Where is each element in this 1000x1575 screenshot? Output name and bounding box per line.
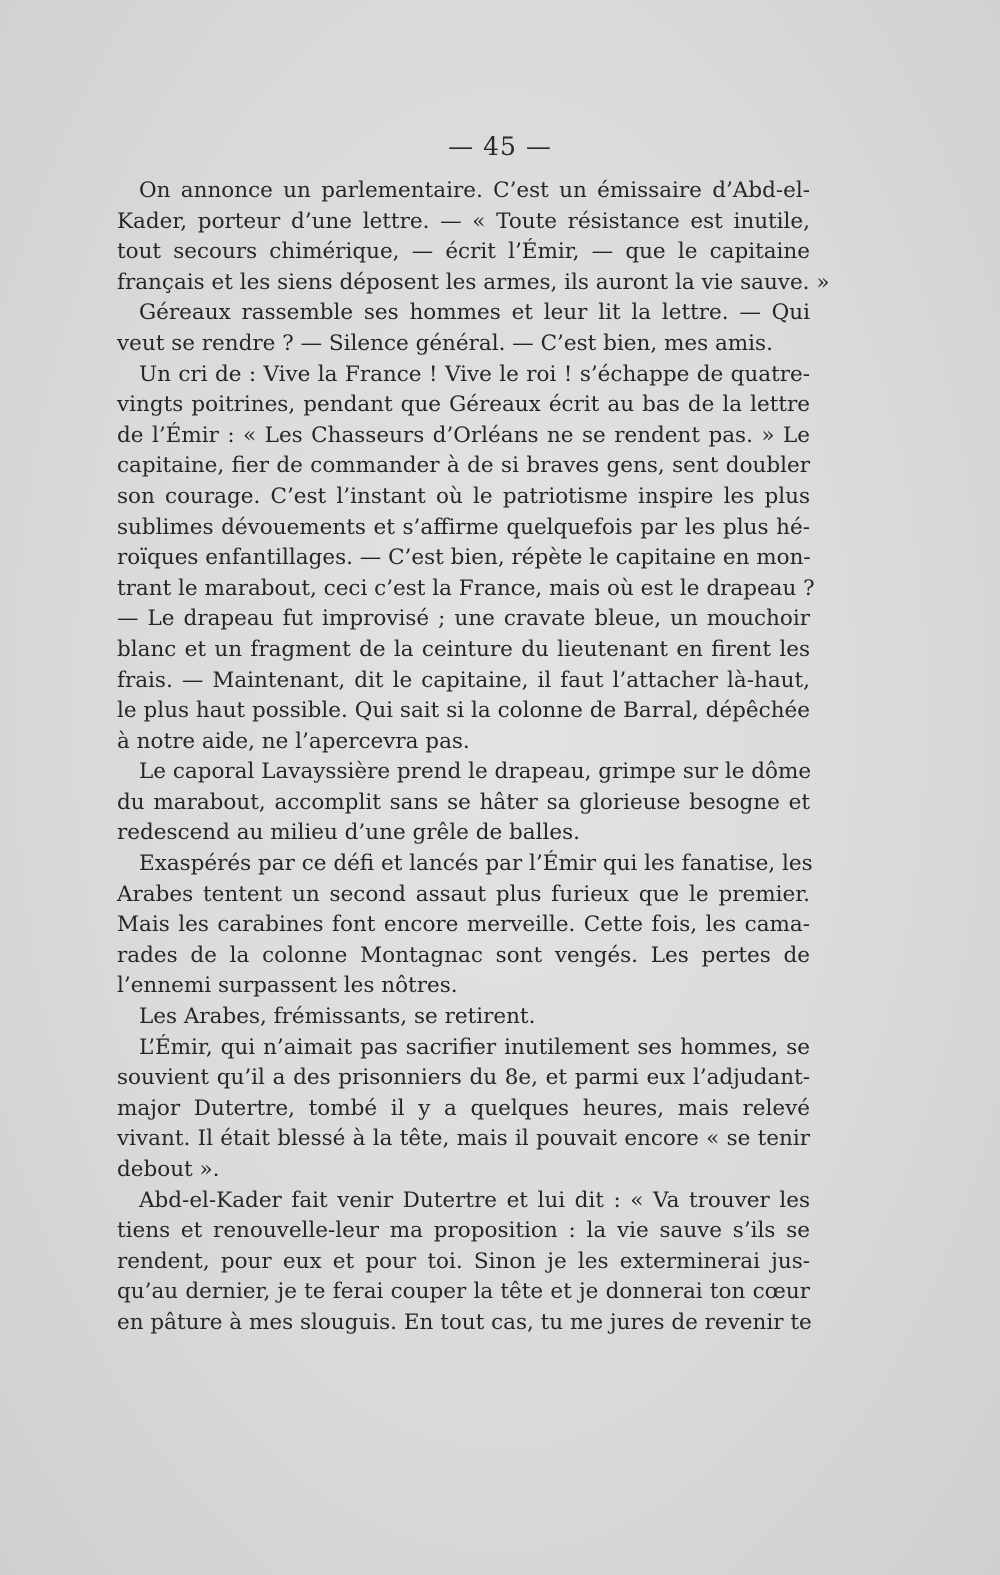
text-line: Exaspérés par ce défi et lancés par l’Émir qui les fanatise, les (139, 851, 813, 877)
text-line: vingts poitrines, pendant que Géreaux écrit au bas de la lettre (117, 392, 810, 418)
text-line: blanc et un fragment de la ceinture du lieutenant en firent les (117, 636, 810, 662)
text-line: redescend au milieu d’une grêle de balles. (117, 820, 580, 846)
text-line: capitaine, fier de commander à de si braves gens, sent doubler (117, 453, 810, 479)
text-line: L’Émir, qui n’aimait pas sacrifier inutilement ses hommes, se (139, 1034, 810, 1060)
text-line: sublimes dévouements et s’affirme quelquefois par les plus hé- (117, 514, 810, 540)
text-line: du marabout, accomplit sans se hâter sa glorieuse besogne et (117, 789, 810, 815)
text-line: son courage. C’est l’instant où le patriotisme inspire les plus (117, 483, 810, 509)
text-line: rendent, pour eux et pour toi. Sinon je les exterminerai jus- (117, 1248, 810, 1274)
text-line: major Dutertre, tombé il y a quelques heures, mais relevé (117, 1095, 810, 1121)
page-number: — 45 — (448, 132, 552, 161)
text-line: vivant. Il était blessé à la tête, mais il pouvait encore « se tenir (117, 1126, 810, 1152)
text-line: On annonce un parlementaire. C’est un émissaire d’Abd-el- (139, 178, 810, 203)
text-line: veut se rendre ? — Silence général. — C’est bien, mes amis. (117, 330, 773, 356)
text-line: roïques enfantillages. — C’est bien, répète le capitaine en mon- (117, 545, 811, 571)
text-line: — Le drapeau fut improvisé ; une cravate bleue, un mouchoir (117, 606, 810, 632)
text-line: Les Arabes, frémissants, se retirent. (139, 1004, 536, 1030)
text-line: tiens et renouvelle-leur ma proposition : la vie sauve s’ils se (117, 1218, 810, 1244)
text-line: Mais les carabines font encore merveille. Cette fois, les cama- (117, 912, 810, 938)
text-line: Kader, porteur d’une lettre. — « Toute résistance est inutile, (117, 208, 810, 234)
text-line: en pâture à mes slouguis. En tout cas, tu me jures de revenir te (117, 1309, 812, 1335)
text-line: l’ennemi surpassent les nôtres. (117, 973, 458, 999)
text-line: debout ». (117, 1157, 220, 1182)
body-text (117, 176, 830, 1339)
text-line: souvient qu’il a des prisonniers du 8e, et parmi eux l’adjudant- (117, 1065, 810, 1091)
text-line: qu’au dernier, je te ferai couper la tête et je donnerai ton cœur (117, 1279, 810, 1305)
text-line: Abd-el-Kader fait venir Dutertre et lui dit : « Va trouver les (139, 1187, 810, 1213)
text-line: français et les siens déposent les armes, ils auront la vie sauve. » (117, 269, 830, 295)
text-line: rades de la colonne Montagnac sont vengés. Les pertes de (117, 942, 810, 968)
text-line: Le caporal Lavayssière prend le drapeau, grimpe sur le dôme (139, 759, 812, 785)
text-line: tout secours chimérique, — écrit l’Émir, — que le capitaine (117, 239, 810, 265)
text-line: frais. — Maintenant, dit le capitaine, il faut l’attacher là-haut, (117, 667, 810, 693)
text-line: Géreaux rassemble ses hommes et leur lit la lettre. — Qui (139, 300, 810, 326)
text-line: Arabes tentent un second assaut plus furieux que le premier. (117, 881, 810, 907)
text-line: Un cri de : Vive la France ! Vive le roi ! s’échappe de quatre- (139, 361, 810, 387)
text-line: à notre aide, ne l’apercevra pas. (117, 728, 470, 754)
text-line: de l’Émir : « Les Chasseurs d’Orléans ne se rendent pas. » Le (117, 422, 810, 448)
text-line: trant le marabout, ceci c’est la France, mais où est le drapeau ? (117, 575, 815, 601)
text-line: le plus haut possible. Qui sait si la colonne de Barral, dépêchée (117, 698, 810, 724)
